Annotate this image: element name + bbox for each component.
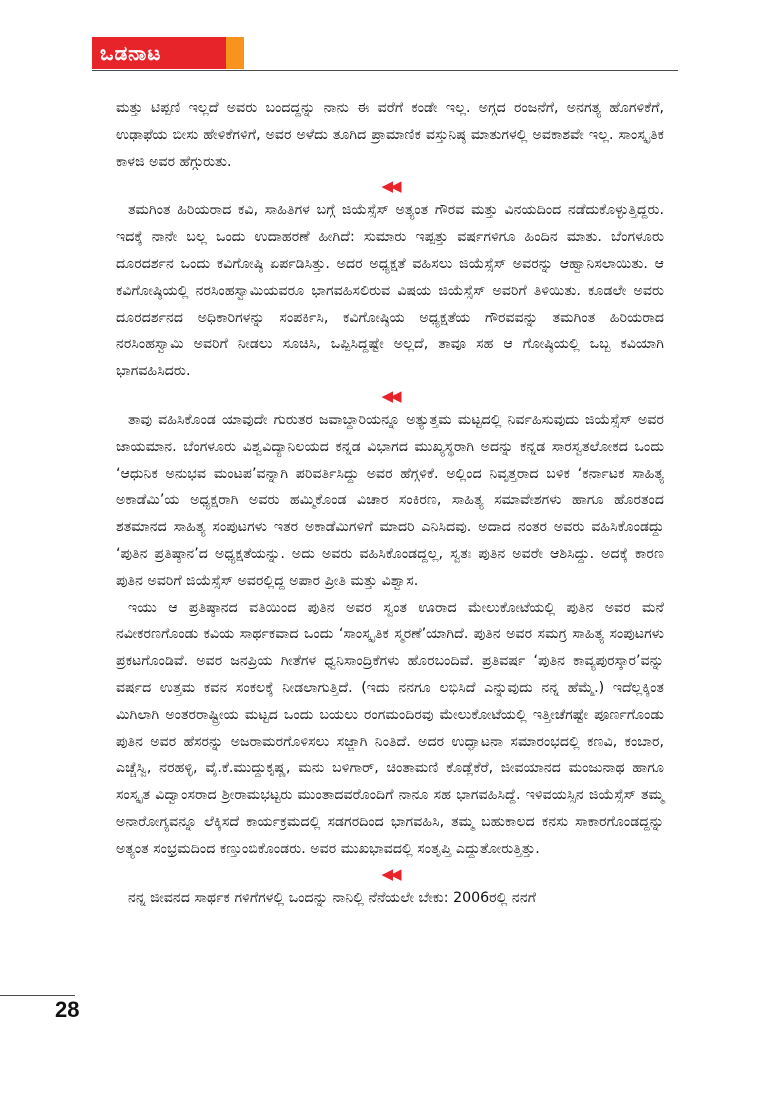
paragraph-1: ಮತ್ತು ಟಿಪ್ಪಣಿ ಇಲ್ಲದೆ ಅವರು ಬಂದದ್ದನ್ನು ನಾನು ಈ ವರೆಗೆ ಕಂಡೇ ಇಲ್ಲ. ಅಗ್ಗದ ರಂಜನೆಗೆ, ಅನಗತ್ಯ ಹೊಗಳಿಕೆಗೆ, ಉಢಾಫೆಯ ಬೀಸು ಹೇಳಿಕೆಗಳಿಗೆ, ಅವರ ಅಳೆದು ತೂಗಿದ ಪ್ರಾಮಾಣಿಕ ವಸ್ತುನಿಷ್ಠ ಮಾತುಗಳಲ್ಲಿ ಅವಕಾಶವೇ ಇಲ್ಲ. ಸಾಂಸ್ಕೃತಿಕ ಕಾಳಜಿ ಅವರ ಹೆಗ್ಗುರುತು.	[116, 100, 664, 170]
paragraph-4: ಇಯು ಆ ಪ್ರತಿಷ್ಠಾನದ ವತಿಯಿಂದ ಪುತಿನ ಅವರ ಸ್ವಂತ ಊರಾದ ಮೇಲುಕೋಟೆಯಲ್ಲಿ ಪುತಿನ ಅವರ ಮನೆ ನವೀಕರಣಗೊಂಡು ಕವಿಯ ಸಾರ್ಥಕವಾದ ಒಂದು ‘ಸಾಂಸ್ಕೃತಿಕ ಸ್ಮರಣೆ’ಯಾಗಿದೆ. ಪುತಿನ ಅವರ ಸಮಗ್ರ ಸಾಹಿತ್ಯ ಸಂಪುಟಗಳು ಪ್ರಕಟಗೊಂಡಿವೆ. ಅವರ ಜನಪ್ರಿಯ ಗೀತೆಗಳ ಧ್ವನಿಸಾಂದ್ರಿಕೆಗಳು ಹೊರಬಂದಿವೆ. ಪ್ರತಿವರ್ಷ ‘ಪುತಿನ ಕಾವ್ಯಪುರಸ್ಕಾರ’ವನ್ನು ವರ್ಷದ ಉತ್ತಮ ಕವನ ಸಂಕಲಕ್ಕೆ ನೀಡಲಾಗುತ್ತಿದೆ. (ಇದು ನನಗೂ ಲಭಿಸಿದೆ ಎನ್ನುವುದು ನನ್ನ ಹೆಮ್ಮೆ.) ಇದೆಲ್ಲಕ್ಕಿಂತ ಮಿಗಿಲಾಗಿ ಅಂತರರಾಷ್ಟ್ರೀಯ ಮಟ್ಟದ ಒಂದು ಬಯಲು ರಂಗಮಂದಿರವು ಮೇಲುಕೋಟೆಯಲ್ಲಿ ಇತ್ತೀಚೆಗಷ್ಟೇ ಪೂರ್ಣಗೊಂಡು ಪುತಿನ ಅವರ ಹೆಸರನ್ನು ಅಜರಾಮರಗೊಳಿಸಲು ಸಜ್ಜಾಗಿ ನಿಂತಿದೆ. ಅದರ ಉದ್ಘಾಟನಾ ಸಮಾರಂಭದಲ್ಲಿ ಕಣವಿ, ಕಂಬಾರ, ಎಚ್ಚೆಸ್ವಿ, ನರಹಳ್ಳಿ, ವೈ.ಕೆ.ಮುದ್ದುಕೃಷ್ಣ, ಮನು ಬಳಿಗಾರ್, ಚಿಂತಾಮಣಿ ಕೊಡ್ಲೆಕೆರೆ, ಜೀವಯಾನದ ಮಂಜುನಾಥ ಹಾಗೂ ಸಂಸ್ಕೃತ ವಿದ್ವಾಂಸರಾದ ಶ್ರೀರಾಮಭಟ್ಟರು ಮುಂತಾದವರೊಂದಿಗೆ ನಾನೂ ಸಹ ಭಾಗವಹಿಸಿದ್ದೆ. ಇಳಿವಯಸ್ಸಿನ ಜಿಯೆಸ್ಸೆಸ್ ತಮ್ಮ ಅನಾರೋಗ್ಯವನ್ನೂ ಲೆಕ್ಕಿಸದೆ ಕಾರ್ಯಕ್ರಮದಲ್ಲಿ ಸಡಗರದಿಂದ ಭಾಗವಹಿಸಿ, ತಮ್ಮ ಬಹುಕಾಲದ ಕನಸು ಸಾಕಾರಗೊಂಡದ್ದನ್ನು ಅತ್ಯಂತ ಸಂಭ್ರಮದಿಂದ ಕಣ್ತುಂಬಿಕೊಂಡರು. ಅವರ ಮುಖಭಾವದಲ್ಲಿ ಸಂತೃಪ್ತಿ ಎದ್ದುತೋರುತ್ತಿತ್ತು.	[116, 599, 664, 857]
footer-rule	[0, 995, 75, 996]
section-separator-icon: ◀◀	[381, 864, 399, 883]
paragraph-5: ನನ್ನ ಜೀವನದ ಸಾರ್ಥಕ ಗಳಿಗೆಗಳಲ್ಲಿ ಒಂದನ್ನು ನಾನಿಲ್ಲಿ ನೆನೆಯಲೇ ಬೇಕು: 2006ರಲ್ಲಿ ನನಗೆ	[128, 889, 536, 906]
page-number: 28	[55, 997, 80, 1022]
header-accent-block	[226, 37, 244, 69]
paragraph-3: ತಾವು ವಹಿಸಿಕೊಂಡ ಯಾವುದೇ ಗುರುತರ ಜವಾಬ್ದಾರಿಯನ್ನೂ ಅತ್ಯುತ್ತಮ ಮಟ್ಟದಲ್ಲಿ ನಿರ್ವಹಿಸುವುದು ಜಿಯೆಸ್ಸೆಸ್ ಅವರ ಜಾಯಮಾನ. ಬೆಂಗಳೂರು ವಿಶ್ವವಿದ್ಯಾನಿಲಯದ ಕನ್ನಡ ವಿಭಾಗದ ಮುಖ್ಯಸ್ಥರಾಗಿ ಅದನ್ನು ಕನ್ನಡ ಸಾರಸ್ವತಲೋಕದ ಒಂದು ‘ಆಧುನಿಕ ಅನುಭವ ಮಂಟಪ’ವನ್ನಾಗಿ ಪರಿವರ್ತಿಸಿದ್ದು ಅವರ ಹೆಗ್ಗಳಿಕೆ. ಅಲ್ಲಿಂದ ನಿವೃತ್ತರಾದ ಬಳಿಕ ‘ಕರ್ನಾಟಕ ಸಾಹಿತ್ಯ ಅಕಾಡೆಮಿ’ಯ ಅಧ್ಯಕ್ಷರಾಗಿ ಅವರು ಹಮ್ಮಿಕೊಂಡ ವಿಚಾರ ಸಂಕಿರಣ, ಸಾಹಿತ್ಯ ಸಮಾವೇಶಗಳು ಹಾಗೂ ಹೊರತಂದ ಶತಮಾನದ ಸಾಹಿತ್ಯ ಸಂಪುಟಗಳು ಇತರ ಅಕಾಡೆಮಿಗಳಿಗೆ ಮಾದರಿ ಎನಿಸಿದವು. ಅದಾದ ನಂತರ ಅವರು ವಹಿಸಿಕೊಂಡದ್ದು ‘ಪುತಿನ ಪ್ರತಿಷ್ಠಾನ’ದ ಅಧ್ಯಕ್ಷತೆಯನ್ನು. ಅದು ಅವರು ವಹಿಸಿಕೊಂಡದ್ದಲ್ಲ, ಸ್ವತಃ ಪುತಿನ ಅವರೇ ಆಶಿಸಿದ್ದು. ಅದಕ್ಕೆ ಕಾರಣ ಪುತಿನ ಅವರಿಗೆ ಜಿಯೆಸ್ಸೆಸ್ ಅವರಲ್ಲಿದ್ದ ಅಪಾರ ಪ್ರೀತಿ ಮತ್ತು ವಿಶ್ವಾಸ.	[116, 411, 664, 589]
running-header-title: ಒಡನಾಟ	[100, 41, 162, 65]
section-separator-icon: ◀◀	[381, 386, 399, 405]
section-separator-icon: ◀◀	[381, 177, 399, 196]
paragraph-2: ತಮಗಿಂತ ಹಿರಿಯರಾದ ಕವಿ, ಸಾಹಿತಿಗಳ ಬಗ್ಗೆ ಜಿಯೆಸ್ಸೆಸ್ ಅತ್ಯಂತ ಗೌರವ ಮತ್ತು ವಿನಯದಿಂದ ನಡೆದುಕೊಳ್ಳುತ್ತಿದ್ದರು. ಇದಕ್ಕೆ ನಾನೇ ಬಲ್ಲ ಒಂದು ಉದಾಹರಣೆ ಹೀಗಿದೆ: ಸುಮಾರು ಇಪ್ಪತ್ತು ವರ್ಷಗಳಿಗೂ ಹಿಂದಿನ ಮಾತು. ಬೆಂಗಳೂರು ದೂರದರ್ಶನ ಒಂದು ಕವಿಗೋಷ್ಠಿ ಏರ್ಪಡಿಸಿತ್ತು. ಅದರ ಅಧ್ಯಕ್ಷತೆ ವಹಿಸಲು ಜಿಯೆಸ್ಸೆಸ್ ಅವರನ್ನು ಆಹ್ವಾನಿಸಲಾಯಿತು. ಆ ಕವಿಗೋಷ್ಠಿಯಲ್ಲಿ ನರಸಿಂಹಸ್ವಾಮಿಯವರೂ ಭಾಗವಹಿಸಲಿರುವ ವಿಷಯ ಜಿಯೆಸ್ಸೆಸ್ ಅವರಿಗೆ ತಿಳಿಯಿತು. ಕೂಡಲೇ ಅವರು ದೂರದರ್ಶನದ ಅಧಿಕಾರಿಗಳನ್ನು ಸಂಪರ್ಕಿಸಿ, ಕವಿಗೋಷ್ಠಿಯ ಅಧ್ಯಕ್ಷತೆಯ ಗೌರವವನ್ನು ತಮಗಿಂತ ಹಿರಿಯರಾದ ನರಸಿಂಹಸ್ವಾಮಿ ಅವರಿಗೆ ನೀಡಲು ಸೂಚಿಸಿ, ಒಪ್ಪಿಸಿದ್ದಷ್ಟೇ ಅಲ್ಲದೆ, ತಾವೂ ಸಹ ಆ ಗೋಷ್ಠಿಯಲ್ಲಿ ಒಬ್ಬ ಕವಿಯಾಗಿ ಭಾಗವಹಿಸಿದರು.	[116, 202, 664, 380]
page-body	[116, 95, 664, 911]
header-rule	[92, 70, 678, 71]
